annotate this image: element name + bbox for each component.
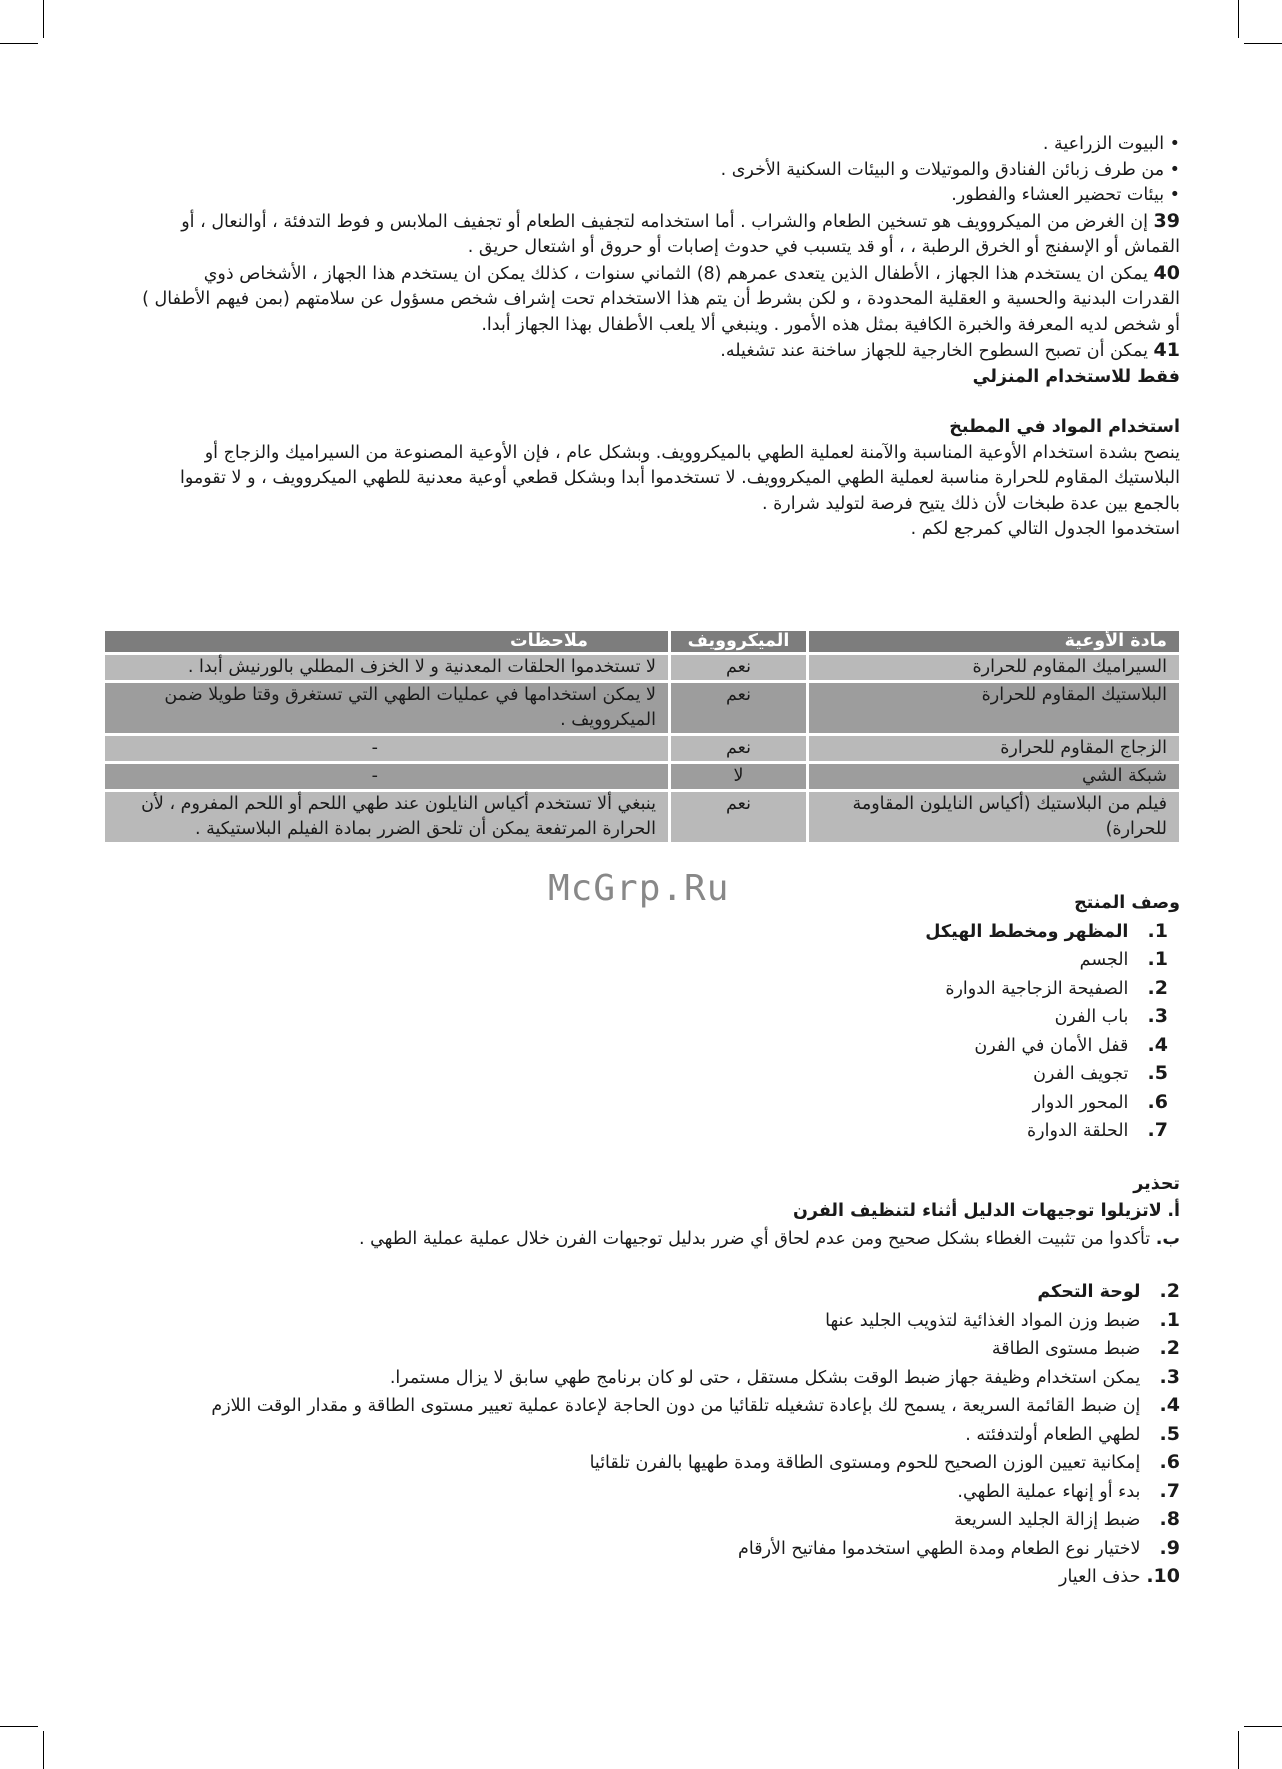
cell-notes: - <box>105 736 668 761</box>
cell-notes: لا يمكن استخدامها في عمليات الطهي التي تستغرق وقتا طويلا ضمن الميكروويف . <box>105 683 668 733</box>
header-material: مادة الأوعية <box>809 631 1179 652</box>
household-use-only: فقط للاستخدام المنزلي <box>972 366 1180 387</box>
list-item-number: 8. <box>1159 1508 1180 1530</box>
list-item-text: الحلقة الدوارة <box>1027 1121 1129 1141</box>
list-item-number: 3. <box>1147 1005 1168 1027</box>
list-item-text: لطهي الطعام أولتدفئته . <box>965 1424 1141 1445</box>
cell-microwave: لا <box>671 764 806 789</box>
control-panel-heading <box>110 1278 1180 1307</box>
materials-heading: استخدام المواد في المطبخ <box>949 417 1180 437</box>
list-item-text: ضبط وزن المواد الغذائية لتذويب الجليد عنها <box>825 1310 1141 1331</box>
header-notes: ملاحظات <box>105 631 668 652</box>
list-item-text: لاختيار نوع الطعام ومدة الطهي استخدموا مفاتيح الأرقام <box>738 1538 1141 1559</box>
list-item <box>110 1506 1180 1535</box>
list-item-number: 1. <box>1159 1308 1180 1331</box>
bullet-greenhouses: • البيوت الزراعية . <box>1042 134 1180 154</box>
parts-list <box>110 946 1180 1146</box>
materials-table <box>102 628 1182 845</box>
list-item-text: بدء أو إنهاء عملية الطهي. <box>957 1481 1141 1502</box>
warning-b-label: ب. <box>1155 1228 1180 1249</box>
table-header-row <box>105 631 1179 652</box>
list-item-number: 9. <box>1159 1536 1180 1559</box>
list-item <box>110 975 1168 1004</box>
materials-para-line-1: ينصح بشدة استخدام الأوعية المناسبة والآمنة لعملية الطهي بالميكروويف. وبشكل عام ، فإن الأوعية المصنوعة من السيراميك والزجاج أو <box>204 442 1180 463</box>
item-41-text-1: يمكن أن تصبح السطوح الخارجية للجهاز ساخنة عند تشغيله. <box>720 341 1148 361</box>
control-panel-number: 2. <box>1159 1280 1180 1302</box>
item-41-number: 41 <box>1153 339 1180 361</box>
cell-material: البلاستيك المقاوم للحرارة <box>809 683 1179 733</box>
crop-mark-top-right-h <box>1244 43 1282 44</box>
materials-para-line-2: البلاستيك المقاوم للحرارة مناسبة لعملية الطهي الميكروويف. لا تستخدموا أبدا وبشكل قطعي أوعية معدنية للطهي الميكروويف ، و لا تقوموا <box>179 468 1180 488</box>
item-40-line-3: أو شخص لديه المعرفة والخبرة الكافية بمثل هذه الأمور . وينبغي ألا يلعب الأطفال بهذا الجهاز أبدا. <box>481 314 1180 335</box>
cell-material: فيلم من البلاستيك (أكياس النايلون المقاومة للحرارة) <box>809 792 1179 842</box>
warning-a-label: أ. <box>1167 1201 1180 1221</box>
appearance-title: المظهر ومخطط الهيكل <box>925 921 1129 942</box>
item-39-text-1: إن الغرض من الميكروويف هو تسخين الطعام والشراب . أما استخدامه لتجفيف الطعام أو تجفيف الملابس و فوط التدفئة ، أوالنعال ، أو <box>181 211 1148 232</box>
cell-microwave: نعم <box>671 792 806 842</box>
crop-mark-bottom-left <box>43 1731 44 1769</box>
warning-b-text: تأكدوا من تثبيت الغطاء بشكل صحيح ومن عدم لحاق أي ضرر بدليل توجيهات الفرن خلال عملية عملية الطهي . <box>358 1228 1151 1249</box>
list-item <box>110 1421 1180 1450</box>
header-microwave: الميكروويف <box>671 631 806 652</box>
cell-microwave: نعم <box>671 683 806 733</box>
list-item-text: ضبط مستوى الطاقة <box>991 1339 1141 1359</box>
cell-notes: ينبغي ألا تستخدم أكياس النايلون عند طهي اللحم أو اللحم المفروم ، لأن الحرارة المرتفعة يمكن أن تلحق الضرر بمادة الفيلم البلاستيكية . <box>105 792 668 842</box>
list-item-text: يمكن استخدام وظيفة جهاز ضبط الوقت بشكل مستقل ، حتى لو كان برنامج طهي سابق لا يزال مستمرا. <box>389 1367 1141 1388</box>
watermark: McGrp.Ru <box>548 868 730 909</box>
list-item-text: ضبط إزالة الجليد السريعة <box>954 1510 1141 1530</box>
cell-microwave: نعم <box>671 736 806 761</box>
item-39-line-2: القماش أو الإسفنج أو الخرق الرطبة ، ، أو قد يتسبب في حدوث إصابات أو حروق أو اشتعال حريق . <box>467 237 1180 257</box>
list-item-number: 2. <box>1147 976 1168 999</box>
crop-mark-top-left-h <box>0 43 38 44</box>
list-item <box>110 1364 1180 1393</box>
list-item <box>110 1392 1180 1421</box>
item-40-line-1 <box>110 261 1180 288</box>
list-item-text: حذف العيار <box>1059 1567 1141 1587</box>
table-row <box>105 792 1179 842</box>
lower-text-block <box>110 890 1180 1592</box>
spacer <box>110 1146 1180 1171</box>
list-item-text: إن ضبط القائمة السريعة ، يسمح لك بإعادة تشغيله تلقائيا من دون الحاجة لإعادة عملية تعيير مستوى الطاقة و مقدار الوقت اللازم <box>211 1396 1141 1416</box>
list-item-number: 2. <box>1159 1337 1180 1359</box>
list-item <box>110 1535 1180 1564</box>
list-item-text: باب الفرن <box>1054 1007 1129 1027</box>
cell-notes: لا تستخدموا الحلقات المعدنية و لا الخزف المطلي بالورنيش أبدا . <box>105 655 668 680</box>
item-40-line-2: القدرات البدنية والحسية و العقلية المحدودة ، و لكن بشرط أن يتم هذا الاستخدام تحت إشراف شخص مسؤول عن سلامتهم (بمن فيهم الأطفال ) <box>142 289 1180 309</box>
control-panel-list <box>110 1307 1180 1592</box>
top-text-block <box>110 132 1180 543</box>
cell-notes: - <box>105 764 668 789</box>
list-item-text: الصفيحة الزجاجية الدوارة <box>945 978 1129 999</box>
appearance-number: 1. <box>1147 919 1168 942</box>
table-row <box>105 683 1179 733</box>
list-item-number: 4. <box>1147 1033 1168 1056</box>
table-row <box>105 655 1179 680</box>
list-item <box>110 1117 1168 1146</box>
warning-item-a <box>110 1198 1180 1226</box>
bullet-hotels: • من طرف زبائن الفنادق والموتيلات و البيئات السكنية الأخرى . <box>720 159 1180 180</box>
list-item <box>110 1003 1168 1032</box>
list-item-text: قفل الأمان في الفرن <box>974 1035 1129 1056</box>
list-item-number: 5. <box>1147 1062 1168 1084</box>
list-item <box>110 1089 1168 1118</box>
list-item-text: الجسم <box>1079 950 1129 970</box>
list-item <box>110 1449 1180 1478</box>
crop-mark-top-right <box>1238 0 1239 38</box>
cell-microwave: نعم <box>671 655 806 680</box>
materials-para-line-3: بالجمع بين عدة طبخات لأن ذلك يتيح فرصة لتوليد شرارة . <box>762 493 1180 514</box>
item-40-number: 40 <box>1153 261 1180 284</box>
list-item-text: تجويف الفرن <box>1033 1064 1129 1084</box>
warning-a-text: لاتزيلوا توجيهات الدليل أثناء لتنظيف الفرن <box>793 1201 1162 1221</box>
spacer <box>110 390 1180 415</box>
spacer <box>110 1253 1180 1278</box>
warning-item-b <box>110 1226 1180 1254</box>
list-item-number: 7. <box>1159 1479 1180 1502</box>
list-item-number: 6. <box>1159 1451 1180 1473</box>
item-39-number: 39 <box>1153 209 1180 232</box>
crop-mark-bottom-right-h <box>1244 1726 1282 1727</box>
materials-para-line-4: استخدموا الجدول التالي كمرجع لكم . <box>910 519 1180 539</box>
warning-heading: تحذير <box>1133 1173 1180 1194</box>
item-40-text-1: يمكن ان يستخدم هذا الجهاز ، الأطفال الذين يتعدى عمرهم (8) الثماني سنوات ، كذلك يمكن ان يستخدم هذا الجهاز ، الأشخاص ذوي <box>203 263 1148 284</box>
list-item-number: 4. <box>1159 1394 1180 1416</box>
crop-mark-top-left <box>43 0 44 38</box>
list-item-number: 3. <box>1159 1365 1180 1388</box>
list-item <box>110 1563 1180 1592</box>
list-item-text: المحور الدوار <box>1032 1092 1129 1113</box>
list-item <box>110 1478 1180 1507</box>
appearance-subheading <box>110 918 1180 947</box>
crop-mark-bottom-left-h <box>0 1726 38 1727</box>
control-panel-title: لوحة التحكم <box>1037 1282 1141 1302</box>
list-item-number: 1. <box>1147 948 1168 970</box>
table-row <box>105 764 1179 789</box>
bullet-bed-breakfast: • بيئات تحضير العشاء والفطور. <box>951 185 1180 205</box>
cell-material: شبكة الشي <box>809 764 1179 789</box>
list-item <box>110 946 1168 975</box>
list-item-number: 6. <box>1147 1090 1168 1113</box>
list-item-number: 5. <box>1159 1422 1180 1445</box>
cell-material: الزجاج المقاوم للحرارة <box>809 736 1179 761</box>
item-41-line-1 <box>110 338 1180 365</box>
table-row <box>105 736 1179 761</box>
product-description-heading: وصف المنتج <box>1074 893 1180 913</box>
cell-material: السيراميك المقاوم للحرارة <box>809 655 1179 680</box>
list-item-number: 10. <box>1146 1565 1180 1587</box>
list-item <box>110 1335 1180 1364</box>
list-item <box>110 1307 1180 1336</box>
list-item <box>110 1032 1168 1061</box>
item-39-line-1 <box>110 209 1180 236</box>
list-item <box>110 1060 1168 1089</box>
list-item-number: 7. <box>1147 1119 1168 1141</box>
list-item-text: إمكانية تعيين الوزن الصحيح للحوم ومستوى الطاقة ومدة طهيها بالفرن تلقائيا <box>589 1453 1141 1473</box>
crop-mark-bottom-right <box>1238 1731 1239 1769</box>
